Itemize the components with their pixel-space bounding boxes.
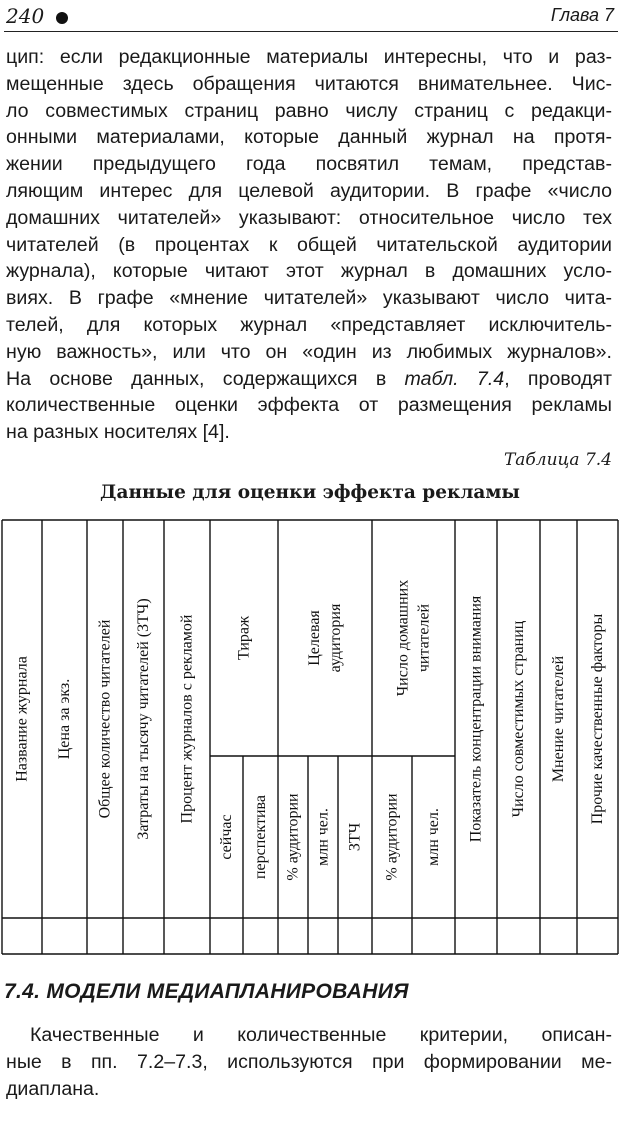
section-heading: 7.4. МОДЕЛИ МЕДИАПЛАНИРОВАНИЯ [4,980,409,1003]
table-grid [0,516,620,956]
data-table [0,516,620,956]
text-line: ные в пп. 7.2–7.3, используются при формировании ме- [6,1051,612,1073]
text-line: читателей (в процентах к общей читательской аудитории [6,233,612,256]
text-line: ло совместимых страниц равно числу страниц с редакци- [6,99,612,122]
text-line: ную важность», или что он «один из любимых журналов». [6,340,612,363]
text-line [6,366,612,393]
table-caption: Таблица 7.4 [503,450,612,470]
text-line: виях. В графе «мнение читателей» указывают число чита- [6,287,612,310]
column-header: млн чел. [314,808,332,866]
column-group-header: аудитория [327,603,344,673]
column-group-header: Целевая [306,610,323,666]
text-line: диаплана. [6,1078,100,1100]
bullet-dot-icon [56,12,68,24]
text-line: цип: если редакционные материалы интересны, что и раз- [6,46,612,68]
text-line: мещенные здесь обращения читаются внимательнее. Чис- [6,72,612,95]
text-line: журнала), которые читают этот журнал в домашних усло- [6,260,612,283]
text-fragment: На основе данных, содержащихся в [6,367,405,390]
chapter-title: Глава 7 [550,5,614,25]
text-fragment: Качественные и количественные критерии, описан- [30,1024,612,1046]
column-header: Число совместимых страниц [510,620,527,818]
column-header: Общее количество читателей [96,619,114,819]
table-reference-link[interactable]: табл. 7.4 [404,367,505,390]
page-header [4,0,618,34]
column-header: Цена за экз. [56,678,73,760]
text-fragment: , проводят [504,367,613,390]
column-header: Прочие качественные факторы [589,613,606,825]
column-group-header: читателей [415,603,433,673]
paragraph-conclusion [6,1022,612,1103]
column-group-header: Число домашних [394,579,412,697]
column-group-header: Тираж [235,615,253,661]
column-header: % аудитории [383,793,401,881]
text-line: онными материалами, которые данный журнал на протя- [6,126,612,149]
column-header: сейчас [218,814,235,860]
column-header: Мнение читателей [550,655,567,783]
column-header: перспектива [252,795,269,879]
paragraph-intro [6,44,612,446]
text-line [6,1022,612,1049]
text-line: ляющим интерес для целевой аудитории. В графе «число [6,179,612,202]
text-line: домашних читателей» указывают: относительное число тех [6,206,612,229]
table-title: Данные для оценки эффекта рекламы [100,482,520,503]
text-line: телей, для которых журнал «представляет исключитель- [6,313,612,336]
text-line: жении предыдущего года посвятил темам, представ- [6,153,612,176]
header-rule [4,31,618,32]
column-header: ЗТЧ [346,822,364,852]
page-number: 240 [6,4,45,28]
column-header: % аудитории [284,793,302,881]
column-header: Затраты на тысячу читателей (ЗТЧ) [135,598,152,840]
column-header: Показатель концентрации внимания [467,595,485,843]
text-line: количественные оценки эффекта от размещения рекламы [6,394,612,417]
column-header: Название журнала [13,656,31,782]
column-header: Процент журналов с рекламой [178,614,196,824]
column-header: млн чел. [425,808,442,866]
text-line: на разных носителях [4]. [6,421,230,444]
